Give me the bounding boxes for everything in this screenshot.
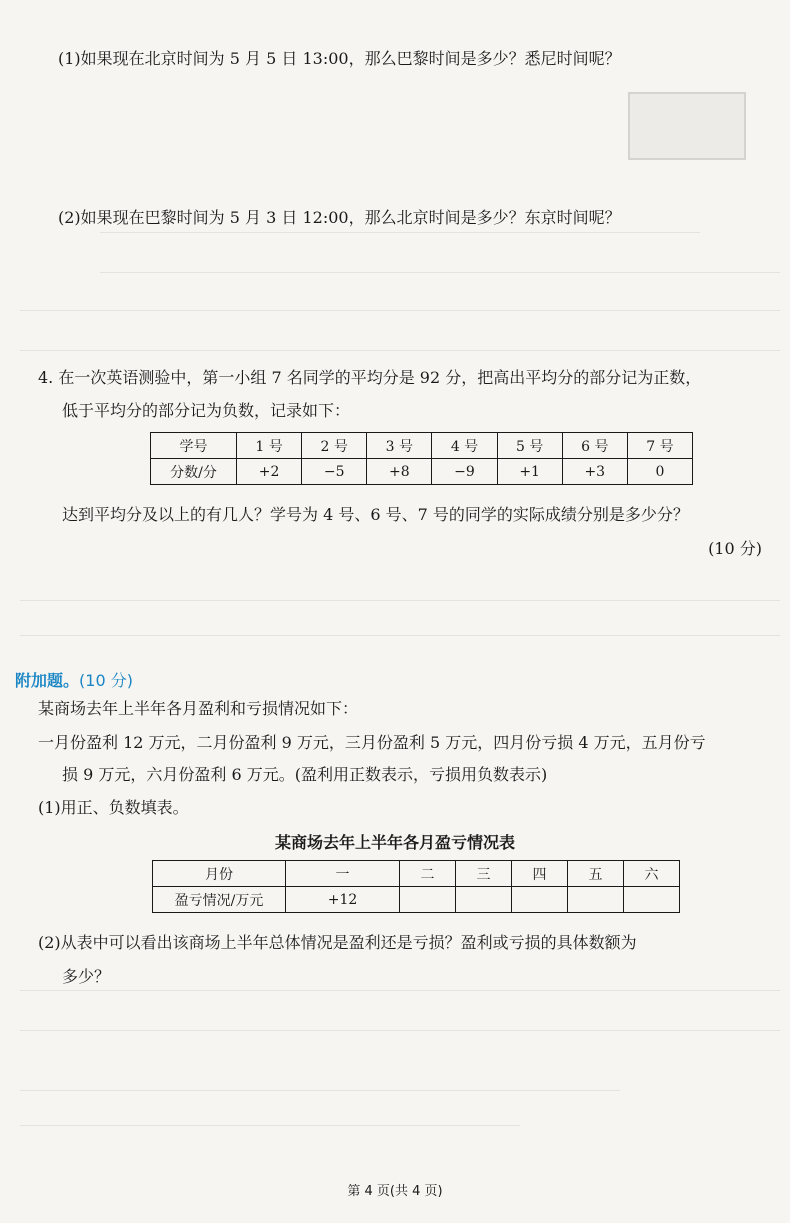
table-cell: 1 号 (237, 433, 302, 459)
q4-score-table (150, 432, 693, 485)
bonus-heading-label: 附加题。 (15, 671, 80, 690)
table-cell: 二 (400, 861, 456, 887)
table-cell: 盈亏情况/万元 (153, 887, 286, 913)
table-cell: 2 号 (302, 433, 367, 459)
table-cell: +8 (367, 459, 432, 485)
table-cell: 一 (286, 861, 400, 887)
table-cell: 5 号 (497, 433, 562, 459)
bonus-part2-line2: 多少？ (62, 967, 111, 986)
table-cell: 0 (627, 459, 692, 485)
table-cell: 四 (511, 861, 567, 887)
bonus-profit-table (152, 860, 680, 913)
table-cell: 4 号 (432, 433, 497, 459)
q4-question: 达到平均分及以上的有几人？学号为 4 号、6 号、7 号的同学的实际成绩分别是多少分？ (62, 505, 689, 524)
table-cell: 六 (623, 861, 679, 887)
bleed-through-logo (628, 92, 746, 160)
q3-part2: (2)如果现在巴黎时间为 5 月 3 日 12:00，那么北京时间是多少？东京时间呢？ (58, 208, 621, 227)
table-row (153, 887, 680, 913)
bleed-through-line (20, 600, 780, 601)
table-cell: 学号 (151, 433, 237, 459)
bonus-heading (15, 668, 133, 691)
table-cell (567, 887, 623, 913)
table-header-row (151, 433, 693, 459)
bleed-through-line (100, 272, 780, 273)
bleed-through-line (100, 232, 700, 233)
table-cell: 6 号 (562, 433, 627, 459)
bonus-data-line1: 一月份盈利 12 万元，二月份盈利 9 万元，三月份盈利 5 万元，四月份亏损 4 万元，五月份亏 (38, 733, 706, 752)
table-cell: +3 (562, 459, 627, 485)
bonus-table-title: 某商场去年上半年各月盈亏情况表 (274, 833, 515, 852)
table-cell: −5 (302, 459, 367, 485)
q4-intro-line1: 4. 在一次英语测验中，第一小组 7 名同学的平均分是 92 分，把高出平均分的部分记为正数， (38, 368, 702, 387)
bonus-part2-line1: (2)从表中可以看出该商场上半年总体情况是盈利还是亏损？盈利或亏损的具体数额为 (38, 933, 637, 952)
table-cell: 三 (456, 861, 512, 887)
page-footer: 第 4 页(共 4 页) (347, 1184, 443, 1199)
table-cell (511, 887, 567, 913)
table-cell: 7 号 (627, 433, 692, 459)
bleed-through-line (20, 310, 780, 311)
bleed-through-line (20, 635, 780, 636)
table-cell: 3 号 (367, 433, 432, 459)
bleed-through-line (20, 1030, 780, 1031)
table-cell: +2 (237, 459, 302, 485)
table-cell (400, 887, 456, 913)
bonus-data-line2: 损 9 万元，六月份盈利 6 万元。(盈利用正数表示，亏损用负数表示) (62, 765, 548, 784)
table-cell: 分数/分 (151, 459, 237, 485)
table-cell: +1 (497, 459, 562, 485)
q3-part1: (1)如果现在北京时间为 5 月 5 日 13:00，那么巴黎时间是多少？悉尼时间呢？ (58, 49, 621, 68)
bonus-score: (10 分) (79, 671, 133, 690)
table-cell: −9 (432, 459, 497, 485)
bleed-through-line (20, 350, 780, 351)
table-cell (623, 887, 679, 913)
q4-intro-line2: 低于平均分的部分记为负数，记录如下： (62, 401, 351, 420)
bleed-through-line (20, 1090, 620, 1091)
table-cell: 五 (567, 861, 623, 887)
bleed-through-line (20, 990, 780, 991)
bonus-intro: 某商场去年上半年各月盈利和亏损情况如下： (38, 699, 359, 718)
table-cell (456, 887, 512, 913)
q4-score: (10 分) (708, 539, 762, 558)
table-cell: 月份 (153, 861, 286, 887)
table-row (151, 459, 693, 485)
bonus-part1: (1)用正、负数填表。 (38, 798, 189, 817)
bleed-through-line (20, 1125, 520, 1126)
table-cell: +12 (286, 887, 400, 913)
table-header-row (153, 861, 680, 887)
